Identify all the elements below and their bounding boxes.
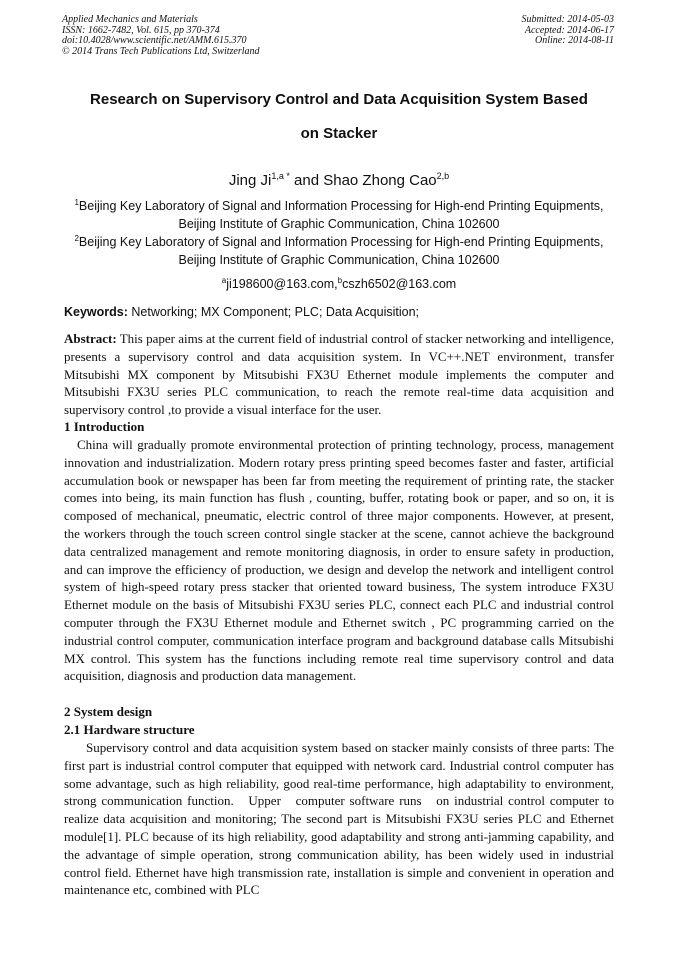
abstract-text: This paper aims at the current field of industrial control of stacker networking and intelligence, presents a supervisory control and data acquisition system. In VC++.NET environment, transfer Mitsubishi MX component by Mitsubishi FX3U Ethernet module implements the computer and Mitsubishi FX3U series PLC communication, to reach the remote real-time data acquisition and supervisory control ,to provide a visual interface for the user. (64, 331, 614, 418)
affiliation-1 (40, 194, 638, 233)
author-line (40, 166, 638, 191)
author-1: Jing Ji (228, 172, 272, 189)
journal-issn: ISSN: 1662-7482, Vol. 615, pp 370-374 (62, 24, 220, 36)
accepted-date: Accepted: 2014-06-17 (524, 24, 614, 36)
affiliation-2 (40, 230, 638, 269)
subsection-heading-hardware: 2.1 Hardware structure (64, 722, 195, 737)
paper-title-line-1: Research on Supervisory Control and Data Acquisition System Based (90, 91, 588, 108)
section-heading-system-design: 2 System design (64, 704, 153, 719)
abstract (64, 330, 614, 419)
journal-name: Applied Mechanics and Materials (62, 14, 198, 25)
email-a[interactable]: ji198600@163.com, (226, 277, 338, 291)
keywords-label: Keywords: (64, 305, 128, 319)
publication-dates (522, 15, 615, 47)
email-b-mark: b (337, 276, 343, 285)
affiliation-1-mark: 1 (74, 198, 79, 207)
abstract-label: Abstract: (64, 331, 117, 346)
introduction-paragraph: China will gradually promote environmental protection of printing technology, process, management innovation and industrialization. Modern rotary press printing speed becomes faster and faster, artificial accumulation book or newspaper has been far from meeting the requirement of printing rate, the stacker comes into being, its main function has flush , counting, buffer, rotating book or paper, and so on, it is composed of mechanical, pneumatic, electric control of three major components. However, at present, the workers through the touch screen control single stacker at the scene, cannot achieve the background data centralized management and remote monitoring diagnosis, in order to ensure safety in production, and can improve the efficiency of production, we design and develop the network and intelligent control system of high-speed rotary press stacker that oriented toward business, The system introduce FX3U Ethernet module on the basis of Mitsubishi FX3U series PLC, connect each PLC and industrial control computer through the FX3U Ethernet module and Ethernet switch , PC programming carried on the industrial control computer, communication interface program and background database calls Mitsubishi MX control. This system has the functions including remote real time supervisory control and data acquisition, diagnosis and production data management. (64, 437, 614, 684)
author-1-affiliation-mark: 1,a * (271, 171, 290, 181)
keywords (64, 304, 616, 320)
section-heading-introduction: 1 Introduction (64, 419, 145, 434)
affiliation-2-mark: 2 (74, 234, 79, 243)
submitted-date: Submitted: 2014-05-03 (521, 14, 614, 25)
journal-info (62, 15, 260, 57)
author-emails (40, 273, 638, 292)
author-2-affiliation-mark: 2,b (436, 171, 450, 181)
email-b[interactable]: cszh6502@163.com (342, 277, 457, 291)
author-conjunction: and (289, 172, 324, 189)
paper-title-line-2: on Stacker (300, 125, 378, 142)
journal-doi: doi:10.4028/www.scientific.net/AMM.615.370 (62, 35, 247, 46)
online-date: Online: 2014-08-11 (535, 35, 614, 46)
affiliation-1-line-1: Beijing Key Laboratory of Signal and Information Processing for High-end Printing Equipments, (78, 199, 604, 213)
journal-copyright: © 2014 Trans Tech Publications Ltd, Switzerland (62, 45, 260, 57)
author-2: Shao Zhong Cao (323, 172, 437, 189)
affiliation-1-line-2: Beijing Institute of Graphic Communication, China 102600 (178, 217, 500, 231)
email-a-mark: a (221, 276, 227, 285)
affiliation-2-line-1: Beijing Key Laboratory of Signal and Information Processing for High-end Printing Equipments, (78, 235, 604, 249)
hardware-paragraph: Supervisory control and data acquisition system based on stacker mainly consists of three parts: The first part is industrial control computer that equipped with network card. Industrial control computer has some advantage, such as high reliability, good real-time performance, high adaptability to environment, strong communication function. Upper computer software runs on industrial control computer to realize data acquisition and monitoring; The second part is Mitsubishi FX3U series PLC and Ethernet module[1]. PLC because of its high reliability, good adaptability and strong anti-jamming capability, and the advantage of simple operation, strong communication ability, has been widely used in industrial control field. Ethernet have high transmission rate, installation is simple and convenient in operation and maintenance etc, combined with PLC (64, 740, 618, 898)
keywords-text: Networking; MX Component; PLC; Data Acquisition; (127, 305, 420, 319)
affiliation-2-line-2: Beijing Institute of Graphic Communication, China 102600 (178, 253, 500, 267)
